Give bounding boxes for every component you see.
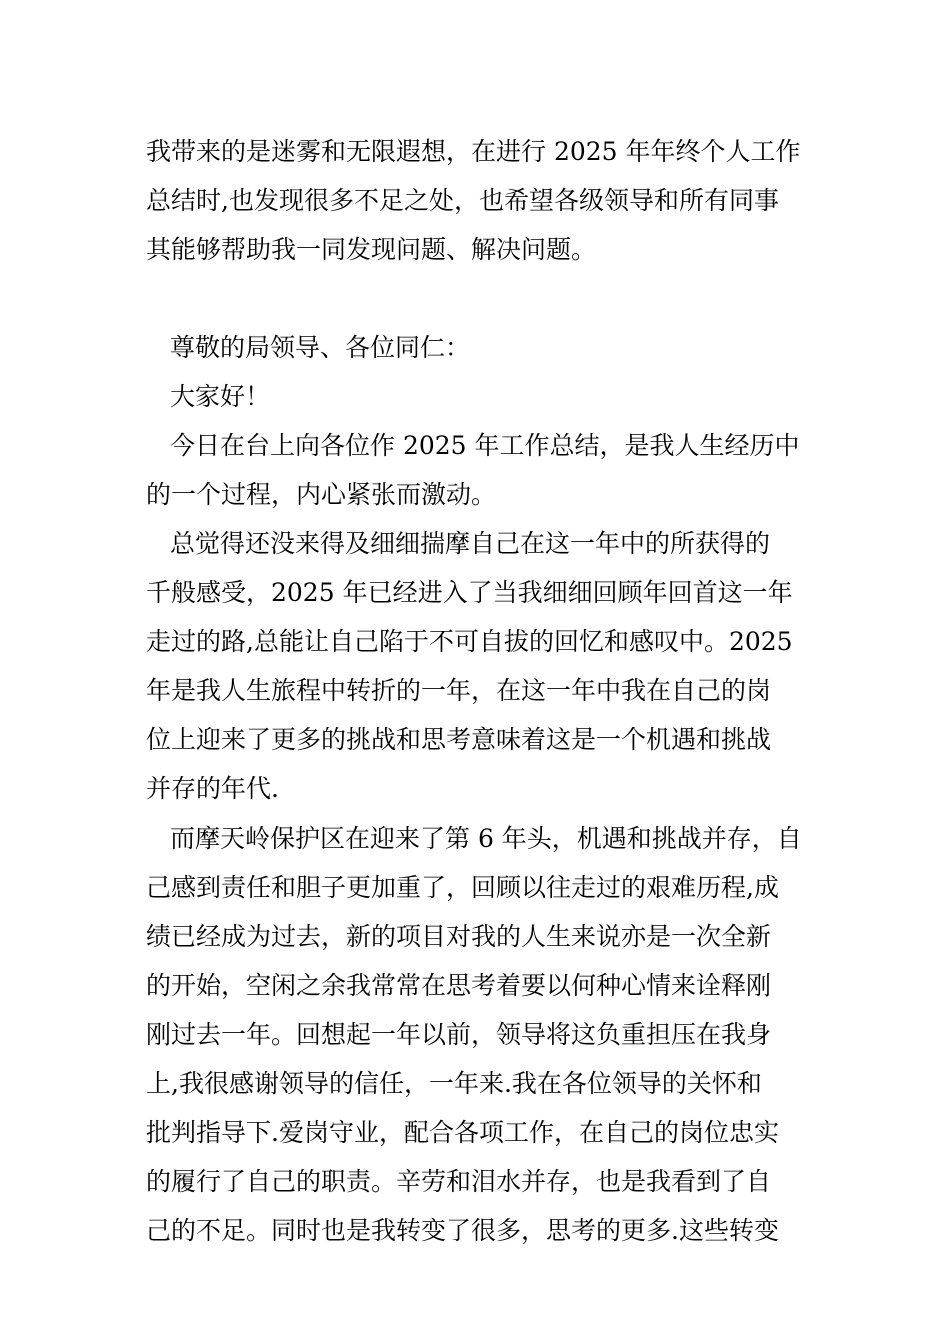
text-line: 位上迎来了更多的挑战和思考意味着这是一个机遇和挑战	[146, 725, 772, 754]
text-line: 今日在台上向各位作 2025 年工作总结，是我人生经历中	[170, 431, 800, 460]
paragraph-opening	[146, 421, 814, 519]
text-line: 己的不足。同时也是我转变了很多，思考的更多.这些转变	[146, 1216, 779, 1245]
paragraph-reflection	[146, 519, 814, 813]
text-line: 并存的年代.	[146, 774, 279, 803]
text-line: 的履行了自己的职责。辛劳和泪水并存，也是我看到了自	[146, 1167, 772, 1196]
text-line: 绩已经成为过去，新的项目对我的人生来说亦是一次全新	[146, 922, 772, 951]
text-line: 己感到责任和胆子更加重了，回顾以往走过的艰难历程,成	[146, 873, 779, 902]
paragraph-intro	[146, 127, 814, 274]
text-line: 上,我很感谢领导的信任，一年来.我在各位领导的关怀和	[146, 1069, 762, 1098]
paragraph-greeting	[146, 372, 814, 421]
text-line: 千般感受，2025 年已经进入了当我细细回顾年回首这一年	[146, 578, 793, 607]
text-line: 的开始，空闲之余我常常在思考着要以何种心情来诠释刚	[146, 971, 772, 1000]
text-line: 批判指导下.爱岗守业，配合各项工作，在自己的岗位忠实	[146, 1118, 779, 1147]
text-line: 其能够帮助我一同发现问题、解决问题。	[146, 235, 597, 264]
text-line: 刚过去一年。回想起一年以前，领导将这负重担压在我身	[146, 1020, 772, 1049]
text-line: 大家好！	[170, 382, 271, 411]
text-line: 总觉得还没来得及细细揣摩自己在这一年中的所获得的	[170, 529, 771, 558]
paragraph-reserve	[146, 814, 814, 1255]
text-line: 的一个过程，内心紧张而激动。	[146, 480, 497, 509]
text-line: 尊敬的局领导、各位同仁：	[170, 333, 471, 362]
text-line: 我带来的是迷雾和无限遐想，在进行 2025 年年终个人工作	[146, 137, 801, 166]
paragraph-salutation	[146, 323, 814, 372]
text-line: 总结时,也发现很多不足之处，也希望各级领导和所有同事	[146, 186, 779, 215]
text-line: 走过的路,总能让自己陷于不可自拔的回忆和感叹中。2025	[146, 627, 793, 656]
text-line: 年是我人生旅程中转折的一年，在这一年中我在自己的岗	[146, 676, 772, 705]
text-line: 而摩天岭保护区在迎来了第 6 年头，机遇和挑战并存，自	[170, 824, 802, 853]
